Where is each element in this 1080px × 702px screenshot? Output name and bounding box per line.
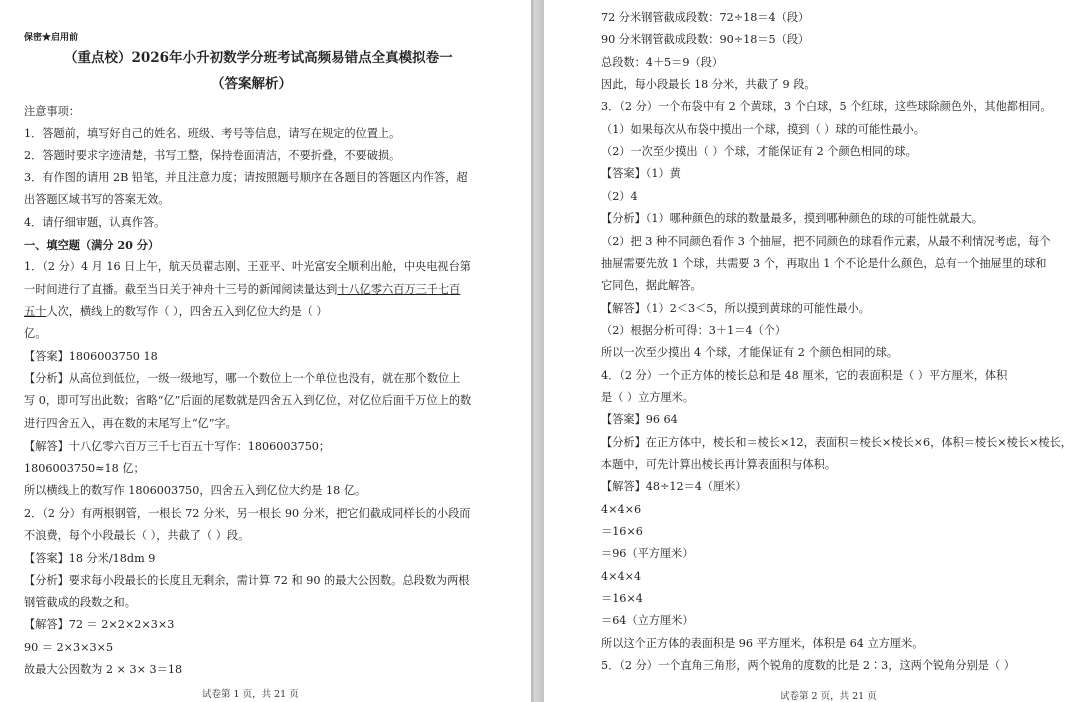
page-2-line: 本题中，可先计算出棱长再计算表面积与体积。 [601,458,836,471]
question-line: 不浪费，每个小段最长（ ），共截了（ ）段。 [24,529,250,542]
page-2-line: （2）根据分析可得：3＋1＝4（个） [601,323,787,337]
page-2-line: （2）一次至少摸出（ ）个球，才能保证有 2 个颜色相同的球。 [601,145,917,159]
page-2-line: 因此，每小段最长 18 分米，共截了 9 段。 [601,78,816,92]
analysis-line: 钢管截成的段数之和。 [24,596,136,609]
page-1 [0,0,531,702]
analysis-line: 写 0，即可写出此数；省略“亿”后面的尾数就是四舍五入到亿位，对亿位后面千万位上的数 [24,394,472,407]
section-heading: 一、填空题（满分 20 分） [24,238,160,252]
page-2-line: 抽屉需要先放 1 个球，共需要 3 个，再取出 1 个不论是什么颜色，总有一个抽屉里的球和 [601,256,1047,270]
page-2 [544,0,1080,702]
page-footer: 试卷第 1 页，共 21 页 [202,689,299,700]
page-2-line: 所以这个正方体的表面积是 96 平方厘米，体积是 64 立方厘米。 [601,636,924,650]
question-line: 2．（2 分）有两根钢管，一根长 72 分米，另一根长 90 分米，把它们截成同样长的小段而 [24,507,471,520]
solution-line: 故最大公因数为 2 × 3× 3＝18 [24,663,183,676]
underlined-number: 五十 [24,305,47,318]
question-text: 一时间进行了直播。截至当日关于神舟十三号的新闻阅读量达到 [24,283,338,296]
page-gap-shadow [534,0,544,702]
page-2-line: 90 分米钢管截成段数：90÷18＝5（段） [601,33,810,47]
page-2-line: 它同色，据此解答。 [601,279,702,293]
page-2-line: 【解答】（1）2＜3＜5，所以摸到黄球的可能性最小。 [601,301,870,315]
page-2-line: （2）把 3 种不同颜色看作 3 个抽屉，把不同颜色的球看作元素，从最不利情况考虑，每个 [601,234,1051,248]
page-footer: 试卷第 2 页，共 21 页 [780,691,877,702]
page-2-line: 3．（2 分）一个布袋中有 2 个黄球，3 个白球，5 个红球，这些球除颜色外，其他都相同。 [601,100,1052,114]
underlined-number: 十八亿零六百万三千七百 [337,283,461,296]
solution-line: 【解答】十八亿零六百万三千七百五十写作：1806003750； [24,440,331,453]
notice-line: 1．答题前，填写好自己的姓名、班级、考号等信息，请写在规定的位置上。 [24,127,401,140]
page-2-line: ＝96（平方厘米） [601,547,694,561]
exam-title: （重点校）2026年小升初数学分班考试高频易错点全真模拟卷一 [64,50,453,66]
exam-subtitle: （答案解析） [211,76,292,92]
answer-line: 【答案】1806003750 18 [24,350,158,363]
page-2-line: 4．（2 分）一个正方体的棱长总和是 48 厘米，它的表面积是（ ）平方厘米，体积 [601,368,1008,382]
page-2-line: ＝16×4 [601,592,643,606]
analysis-line: 进行四舍五入，再在数的末尾写上“亿”字。 [24,417,237,430]
page-2-line: （1）如果每次从布袋中摸出一个球，摸到（ ）球的可能性最小。 [601,122,925,136]
analysis-line: 【分析】要求每小段最长的长度且无剩余，需计算 72 和 90 的最大公因数。总段数为两根 [24,574,470,587]
page-2-line: 是（ ）立方厘米。 [601,390,695,404]
page-2-line: 【分析】在正方体中，棱长和＝棱长×12，表面积＝棱长×棱长×6，体积＝棱长×棱长×棱长， [601,435,1072,449]
page-2-line: 【分析】（1）哪种颜色的球的数量最多，摸到哪种颜色的球的可能性就最大。 [601,212,983,226]
analysis-line: 【分析】从高位到低位，一级一级地写，哪一个数位上一个单位也没有，就在那个数位上 [24,372,461,385]
page-2-line: 72 分米钢管截成段数：72÷18＝4（段） [601,11,810,24]
solution-line: 所以横线上的数写作 1806003750，四舍五入到亿位大约是 18 亿。 [24,484,367,497]
notice-line: 2．答题时要求字迹清楚，书写工整，保持卷面清洁，不要折叠，不要破损。 [24,149,401,162]
question-line: 亿。 [24,327,47,340]
question-text: 人次，横线上的数写作（ ），四舍五入到亿位大约是（ ） [46,305,328,318]
page-2-line: 4×4×4 [601,569,642,583]
notice-heading: 注意事项： [24,105,80,118]
answer-line: 【答案】18 分米/18dm 9 [24,552,156,565]
page-2-line: 4×4×6 [601,502,642,516]
page-2-line: 总段数：4＋5＝9（段） [601,55,724,69]
question-line [24,305,328,319]
page-2-line: ＝64（立方厘米） [601,614,694,628]
notice-line: 出答题区域书写的答案无效。 [24,193,170,206]
notice-line: 3．有作图的请用 2B 铅笔，并且注意力度；请按照题号顺序在各题目的答题区内作答，超 [24,171,468,184]
solution-line: 90 ＝ 2×3×3×5 [24,641,114,654]
solution-line: 1806003750≈18 亿； [24,462,145,475]
page-2-line: （2）4 [601,189,638,203]
page-2-line: 【答案】96 64 [601,413,678,427]
page-2-line: 【解答】48÷12＝4（厘米） [601,480,747,494]
page-2-line: ＝16×6 [601,525,643,539]
question-line: 1．（2 分）4 月 16 日上午，航天员翟志刚、王亚平、叶光富安全顺利出舱，中央电视台第 [24,260,471,273]
page-2-line: 【答案】（1）黄 [601,167,681,181]
page-2-line: 所以一次至少摸出 4 个球，才能保证有 2 个颜色相同的球。 [601,346,898,360]
secret-label: 保密★启用前 [24,33,79,43]
solution-line: 【解答】72 ＝ 2×2×2×3×3 [24,618,175,631]
page-2-line: 5．（2 分）一个直角三角形，两个锐角的度数的比是 2∶3，这两个锐角分别是（ ） [601,659,1015,673]
question-line [24,283,460,297]
notice-line: 4．请仔细审题，认真作答。 [24,216,166,229]
